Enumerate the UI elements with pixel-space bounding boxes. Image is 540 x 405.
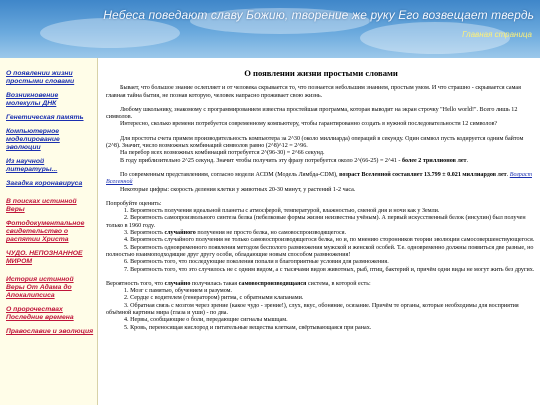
emphasis-text: возраст Вселенной составляет 13.799 ± 0.021 миллиардов лет bbox=[339, 171, 507, 178]
universe-age-link[interactable]: Возраст Вселенной bbox=[106, 171, 532, 186]
sidebar-item-life-origin[interactable]: О появлении жизни простыми словами bbox=[6, 70, 75, 85]
sidebar-item-genetic-memory[interactable]: Генетическая память bbox=[6, 114, 84, 121]
sidebar-item-true-faith[interactable]: В поисках истинной Веры bbox=[6, 198, 77, 213]
text-run: 6. Вероятность того, что последующие поколения попали в благоприятные условия для размножения. bbox=[124, 259, 389, 266]
list-item: 4. Нервы, сообщающие о боли, передающие сигналы мышцам. bbox=[124, 317, 288, 324]
list-item bbox=[106, 215, 536, 230]
sidebar-item-prophecies[interactable]: О пророчествах Последние времена bbox=[6, 306, 74, 321]
sidebar-item-faith-history[interactable]: История истинной Веры От Адама до Апокалипсиса bbox=[6, 276, 74, 299]
text-run: В году приблизительно 2^25 секунд. Значит чтобы получить эту фразу потребуется около 2^(66-25) = 2^41 - bbox=[120, 157, 402, 164]
home-link[interactable]: Главная страница bbox=[462, 30, 532, 39]
sidebar-item-orthodoxy-evolution[interactable]: Православие и эволюция bbox=[6, 328, 94, 335]
list-item bbox=[106, 259, 536, 266]
article-title: О появлении жизни простыми словами bbox=[244, 68, 398, 78]
paragraph: Некоторые цифры: скорость деления клетки у животных 20-30 минут, у растений 1-2 часа. bbox=[120, 186, 356, 193]
text-run: 4. Вероятность случайного получения не только самовоспроизводящегося белка, но и, по мнению сторонников теории эволюции самосовершенствующегося. bbox=[124, 237, 535, 244]
list-item bbox=[106, 237, 536, 244]
paragraph: Интересно, сколько времени потребуется современному компьютеру, чтобы гарантированно создать в нужной последовательности 12 символов? bbox=[120, 121, 498, 128]
emphasis-text: случайного bbox=[164, 230, 196, 237]
sidebar-item-crucifixion[interactable]: Фотодокументальное свидетельство о распятии Христа bbox=[6, 220, 85, 243]
text-run: 3. Вероятность bbox=[124, 230, 165, 237]
paragraph bbox=[106, 158, 536, 165]
text-run: получилась такая bbox=[190, 280, 239, 287]
list-item: 5. Кровь, переносящая кислород и питательные вещества клеткам, свёртывающаяся при ранах. bbox=[124, 324, 372, 331]
paragraph: Любому школьнику, знакомому с программированием известна простейшая программа, которая выводит на экран строчку "Hello world!". Всего лишь 12 символов. bbox=[106, 106, 518, 121]
list-item bbox=[106, 245, 536, 260]
text-run: Вероятность того, что bbox=[106, 280, 165, 287]
text-run: . bbox=[466, 157, 469, 164]
paragraph: Для простоты счета примем производительность компьютера за 2^30 (около миллиарда) операций в секунду. Один символ пусть кодируется одним байтом (2^8). Значит, число возможных комбинаций символов равно (2^8)^12 = 2^96. bbox=[106, 135, 524, 150]
paragraph: Бывает, что большое знание ослепляет и от человека скрывается то, что познается небольшим знанием, простым умом. И что страшно - скрывается самая главная тайна бытия, не познав которую, человек напрасно проживает свою жизнь. bbox=[106, 85, 521, 99]
paragraph bbox=[106, 172, 536, 187]
paragraph: На перебор всех возможных комбинаций потребуется 2^(96-30) = 2^66 секунд. bbox=[120, 150, 325, 157]
text-run: получения не просто белка, но самовоспроизводящегося. bbox=[195, 230, 347, 237]
site-motto: Небеса поведают славу Божию, творение же руку Его возвещает твердь bbox=[103, 8, 534, 22]
sidebar-nav bbox=[0, 58, 98, 405]
emphasis-text: более 2 триллионов лет bbox=[402, 157, 467, 164]
text-run: . bbox=[506, 171, 510, 178]
text-run: 1. Вероятность получения идеальной планеты с атмосферой, температурой, влажностью, сменой дня и ночи как у Земли. bbox=[124, 208, 440, 215]
text-run: 2. Вероятность самопроизвольного синтеза белка (пебелковые формы жизни неизвестны учёным). А первый искусственный белок (инсулин) был получен только в 1960 году. bbox=[106, 215, 526, 229]
system-components-list bbox=[106, 288, 536, 332]
text-run: 5. Вероятность одновременного появления методом бесполого размножения мужской и женской особей. Т.е. одновременно должны появиться две разные, но полностью взаимоподходящие друг другу особи, обладающие новым способом размножения! bbox=[106, 244, 534, 258]
list-item: 2. Сердце с водителем (генератором) ритма, с обратными клапанами. bbox=[124, 295, 304, 302]
text-run: По современным представлениям, согласно модели ACDM (Модель Лямбда-CDM), bbox=[120, 171, 340, 178]
sidebar-item-coronavirus[interactable]: Загадка коронавируса bbox=[6, 180, 83, 187]
list-item: 3. Обратная связь с мозгом через зрение (какое чудо - зрение!), слух, вкус, обоняние, осязание. Причём те органы, которые необходимы для восприятия объёмной картины мира (глаза и уши) - по два. bbox=[106, 302, 519, 317]
list-item: 1. Мозг с памятью, обучением и разумом. bbox=[124, 288, 233, 295]
sidebar-item-scientific-literature[interactable]: Из научной литературы... bbox=[6, 158, 58, 173]
sidebar-item-miracle[interactable]: ЧУДО. НЕПОЗНАННОЕ МИРОМ bbox=[6, 250, 83, 265]
article-content bbox=[104, 58, 540, 405]
list-item bbox=[106, 267, 536, 274]
emphasis-text: самовоспроизводящаяся bbox=[238, 280, 307, 287]
emphasis-text: случайно bbox=[164, 280, 191, 287]
sidebar-item-evolution-modeling[interactable]: Компьютерное моделирование эволюции bbox=[6, 128, 60, 151]
header-banner bbox=[0, 0, 540, 58]
sidebar-item-dna[interactable]: Возникновение молекулы ДНК bbox=[6, 92, 59, 107]
text-run: система, в которой есть: bbox=[306, 280, 371, 287]
probability-list bbox=[106, 208, 536, 274]
text-run: 7. Вероятность того, что это случилось не с одним видом, а с тысячами видов животных, рыб, птиц, бактерий и, причём одни виды не могут жить без других. bbox=[124, 266, 535, 273]
paragraph: Попробуйте оценить: bbox=[106, 200, 162, 207]
